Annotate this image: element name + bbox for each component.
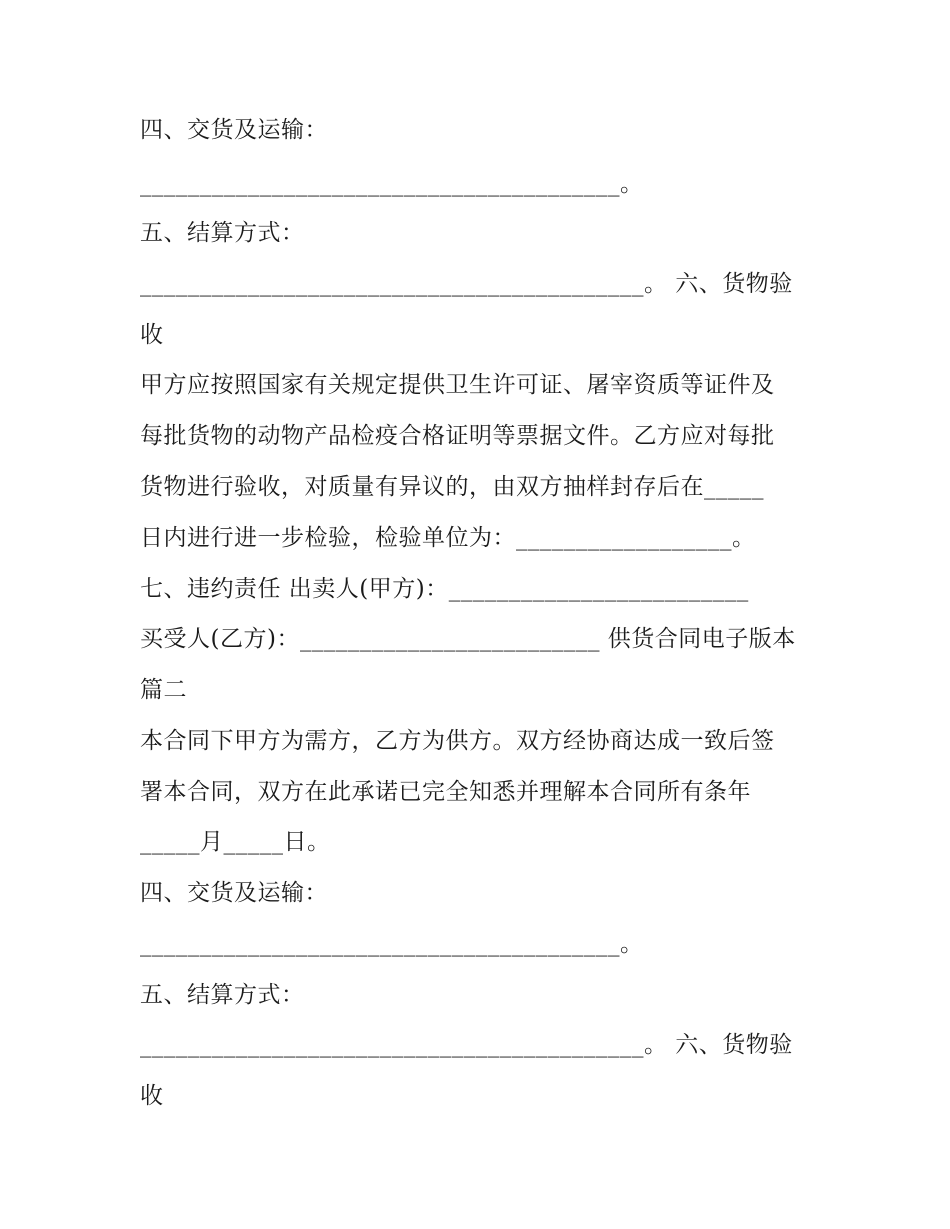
body-text-line: 收 xyxy=(140,1083,164,1109)
body-text-line: 买受人(乙方)：_________________________ 供货合同电子版本 xyxy=(140,626,796,652)
section-heading-settlement: 五、结算方式： xyxy=(140,220,305,246)
section-heading-liability: 七、违约责任 出卖人(甲方)：_________________________ xyxy=(140,576,749,602)
body-text-line: 本合同下甲方为需方，乙方为供方。双方经协商达成一致后签 xyxy=(140,728,775,754)
section-heading-delivery: 四、交货及运输： xyxy=(140,880,328,906)
fill-in-blank-line: ________________________________________。 xyxy=(140,931,644,957)
section-heading-delivery: 四、交货及运输： xyxy=(140,117,328,143)
date-blank-line: _____月_____日。 xyxy=(140,829,331,855)
fill-in-blank-line: __________________________________________。 六、货物验 xyxy=(140,271,793,297)
body-text-line: 日内进行进一步检验，检验单位为：__________________。 xyxy=(140,525,756,551)
fill-in-blank-line: __________________________________________。 六、货物验 xyxy=(140,1032,793,1058)
section-heading-part-two: 篇二 xyxy=(140,677,187,703)
body-text-line: 甲方应按照国家有关规定提供卫生许可证、屠宰资质等证件及 xyxy=(140,372,775,398)
section-heading-settlement: 五、结算方式： xyxy=(140,982,305,1008)
body-text-line: 署本合同，双方在此承诺已完全知悉并理解本合同所有条年 xyxy=(140,779,751,805)
body-text-line: 每批货物的动物产品检疫合格证明等票据文件。乙方应对每批 xyxy=(140,423,775,449)
body-text-line: 货物进行验收，对质量有异议的，由双方抽样封存后在_____ xyxy=(140,474,764,500)
fill-in-blank-line: ________________________________________。 xyxy=(140,171,644,197)
body-text-line: 收 xyxy=(140,322,164,348)
